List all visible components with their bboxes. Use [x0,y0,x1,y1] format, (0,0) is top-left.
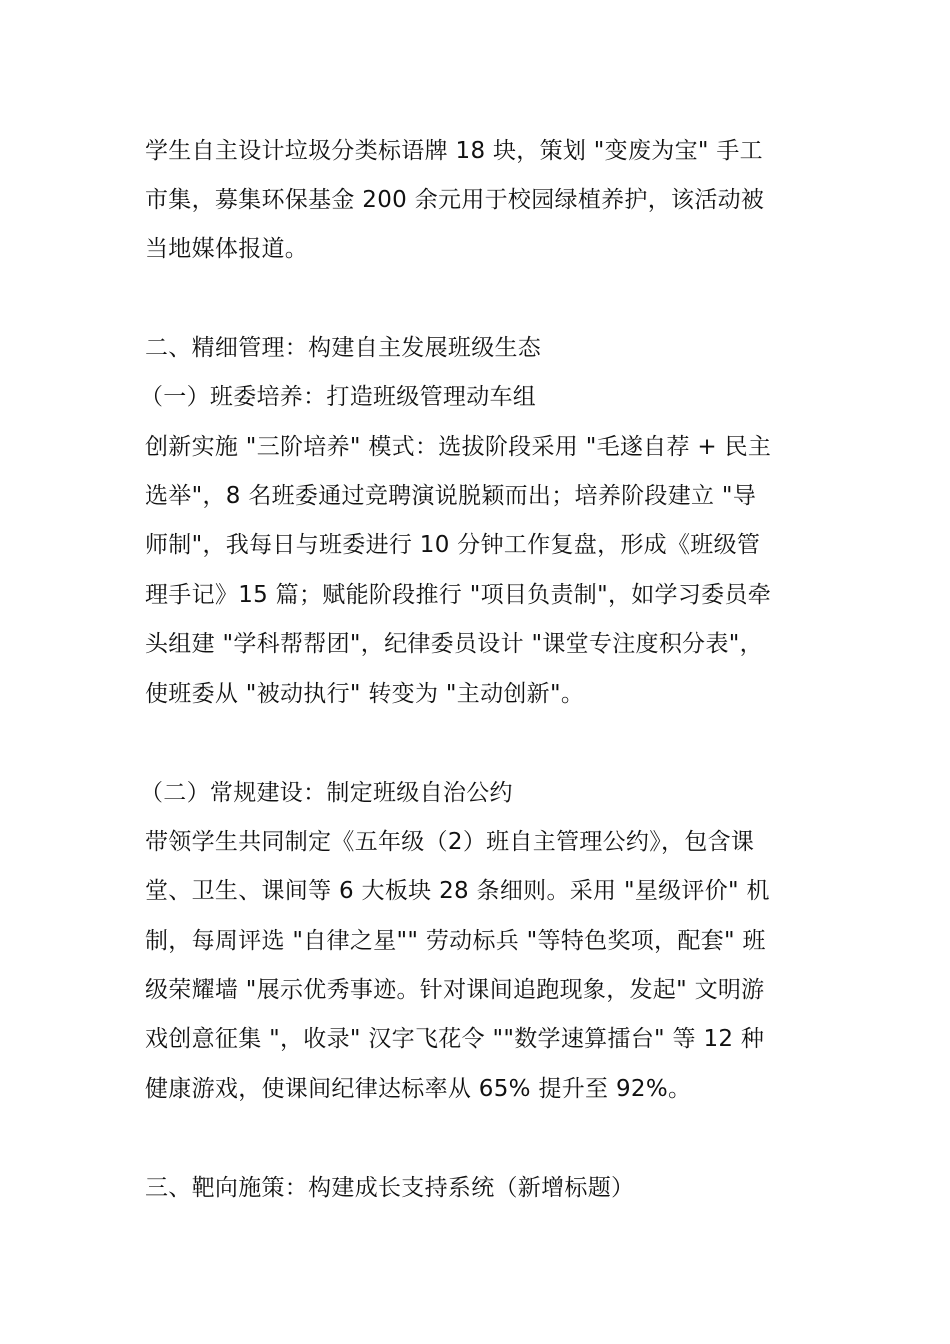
subsection-heading: （一）班委培养：打造班级管理动车组 [140,384,537,410]
paragraph-line: 戏创意征集 "，收录" 汉字飞花令 ""数学速算擂台" 等 12 种 [145,1026,765,1052]
paragraph-line: 当地媒体报道。 [145,236,309,262]
paragraph-line: 堂、卫生、课间等 6 大板块 28 条细则。采用 "星级评价" 机 [145,878,770,904]
paragraph-line: 创新实施 "三阶培养" 模式：选拔阶段采用 "毛遂自荐 + 民主 [145,434,772,460]
paragraph-line: 理手记》15 篇；赋能阶段推行 "项目负责制"，如学习委员牵 [145,582,772,608]
paragraph-line: 师制"，我每日与班委进行 10 分钟工作复盘，形成《班级管 [145,532,761,558]
paragraph-line: 制，每周评选 "自律之星"" 劳动标兵 "等特色奖项，配套" 班 [145,928,766,954]
section-heading: 三、靶向施策：构建成长支持系统（新增标题） [145,1175,635,1201]
section-heading: 二、精细管理：构建自主发展班级生态 [145,335,542,361]
paragraph-line: 选举"，8 名班委通过竞聘演说脱颖而出；培养阶段建立 "导 [145,483,757,509]
paragraph-line: 市集，募集环保基金 200 余元用于校园绿植养护，该活动被 [145,187,765,213]
paragraph-line: 使班委从 "被动执行" 转变为 "主动创新"。 [145,681,585,707]
paragraph-line: 健康游戏，使课间纪律达标率从 65% 提升至 92%。 [145,1076,692,1102]
paragraph-line: 带领学生共同制定《五年级（2）班自主管理公约》，包含课 [145,829,755,855]
paragraph-line: 级荣耀墙 "展示优秀事迹。针对课间追跑现象，发起" 文明游 [145,977,765,1003]
subsection-heading: （二）常规建设：制定班级自治公约 [140,780,513,806]
paragraph-line: 学生自主设计垃圾分类标语牌 18 块，策划 "变废为宝" 手工 [145,138,763,164]
paragraph-line: 头组建 "学科帮帮团"，纪律委员设计 "课堂专注度积分表"， [145,631,763,657]
